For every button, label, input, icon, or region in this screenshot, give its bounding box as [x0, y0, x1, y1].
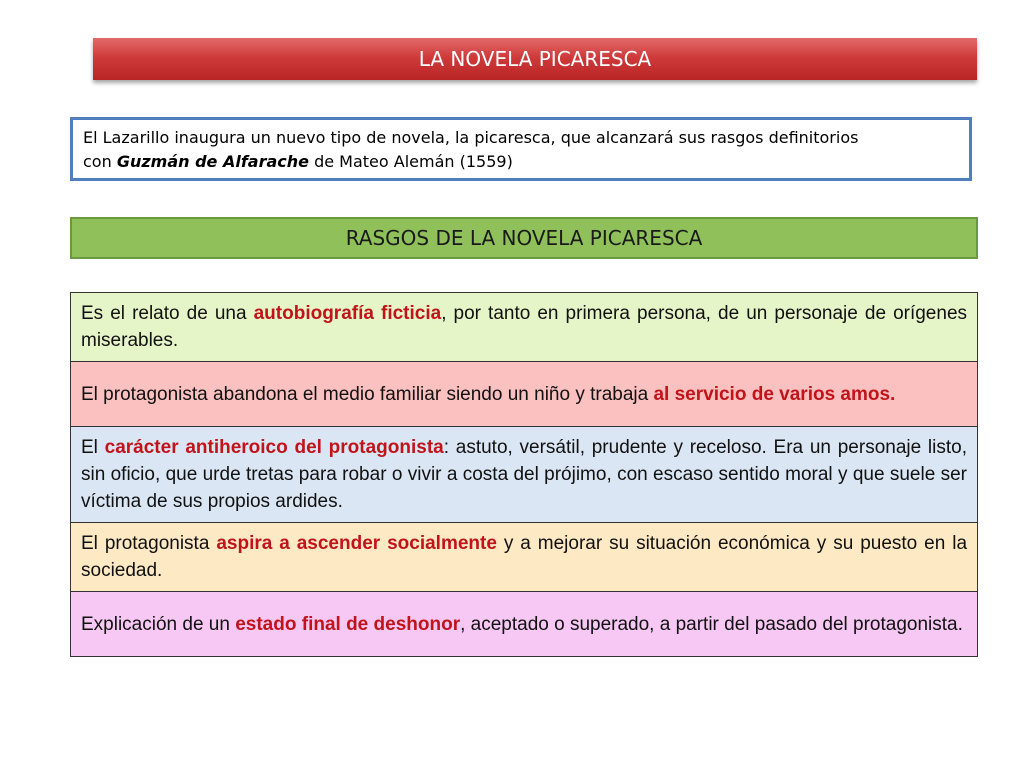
trait-text: y a mejorar su situación económica y su puesto en la sociedad.: [81, 533, 968, 581]
trait-text: Explicación de un: [81, 613, 236, 635]
trait-text: El: [81, 437, 105, 458]
intro-work-title: Guzmán de Alfarache: [116, 152, 309, 171]
table-row: [71, 362, 978, 427]
trait-highlight: al servicio de varios amos.: [653, 383, 896, 405]
section-title: RASGOS DE LA NOVELA PICARESCA: [70, 217, 978, 259]
slide-title: LA NOVELA PICARESCA: [93, 38, 977, 80]
trait-cell: [71, 362, 978, 427]
trait-cell: [71, 523, 978, 592]
trait-cell: [71, 427, 978, 523]
table-row: [71, 523, 978, 592]
trait-text: El protagonista abandona el medio familiar siendo un niño y trabaja: [81, 383, 654, 405]
trait-highlight: aspira a ascender socialmente: [216, 533, 497, 554]
trait-cell: [71, 293, 978, 362]
trait-highlight: autobiografía ficticia: [253, 303, 442, 324]
intro-prefix: con: [83, 152, 117, 171]
table-row: [71, 293, 978, 362]
table-row: [71, 592, 978, 657]
table-row: [71, 427, 978, 523]
trait-text: El protagonista: [81, 533, 217, 554]
intro-suffix: de Mateo Alemán (1559): [309, 152, 513, 171]
trait-highlight: carácter antiheroico del protagonista: [104, 437, 444, 458]
traits-table: [70, 292, 978, 657]
trait-text: , por tanto en primera persona, de un personaje de orígenes miserables.: [81, 303, 968, 351]
trait-text: , aceptado o superado, a partir del pasado del protagonista.: [460, 613, 963, 635]
intro-line-1: El Lazarillo inaugura un nuevo tipo de novela, la picaresca, que alcanzará sus rasgos definitorios: [83, 128, 859, 147]
trait-text: Es el relato de una: [81, 303, 254, 324]
intro-text-box: [70, 117, 972, 181]
trait-cell: [71, 592, 978, 657]
trait-text: : astuto, versátil, prudente y receloso. Era un personaje listo, sin oficio, que urde tretas para robar o vivir a costa del prójimo, con escaso sentido moral y que suele ser víctima de sus propios ardides.: [81, 437, 967, 512]
trait-highlight: estado final de deshonor: [235, 613, 461, 635]
